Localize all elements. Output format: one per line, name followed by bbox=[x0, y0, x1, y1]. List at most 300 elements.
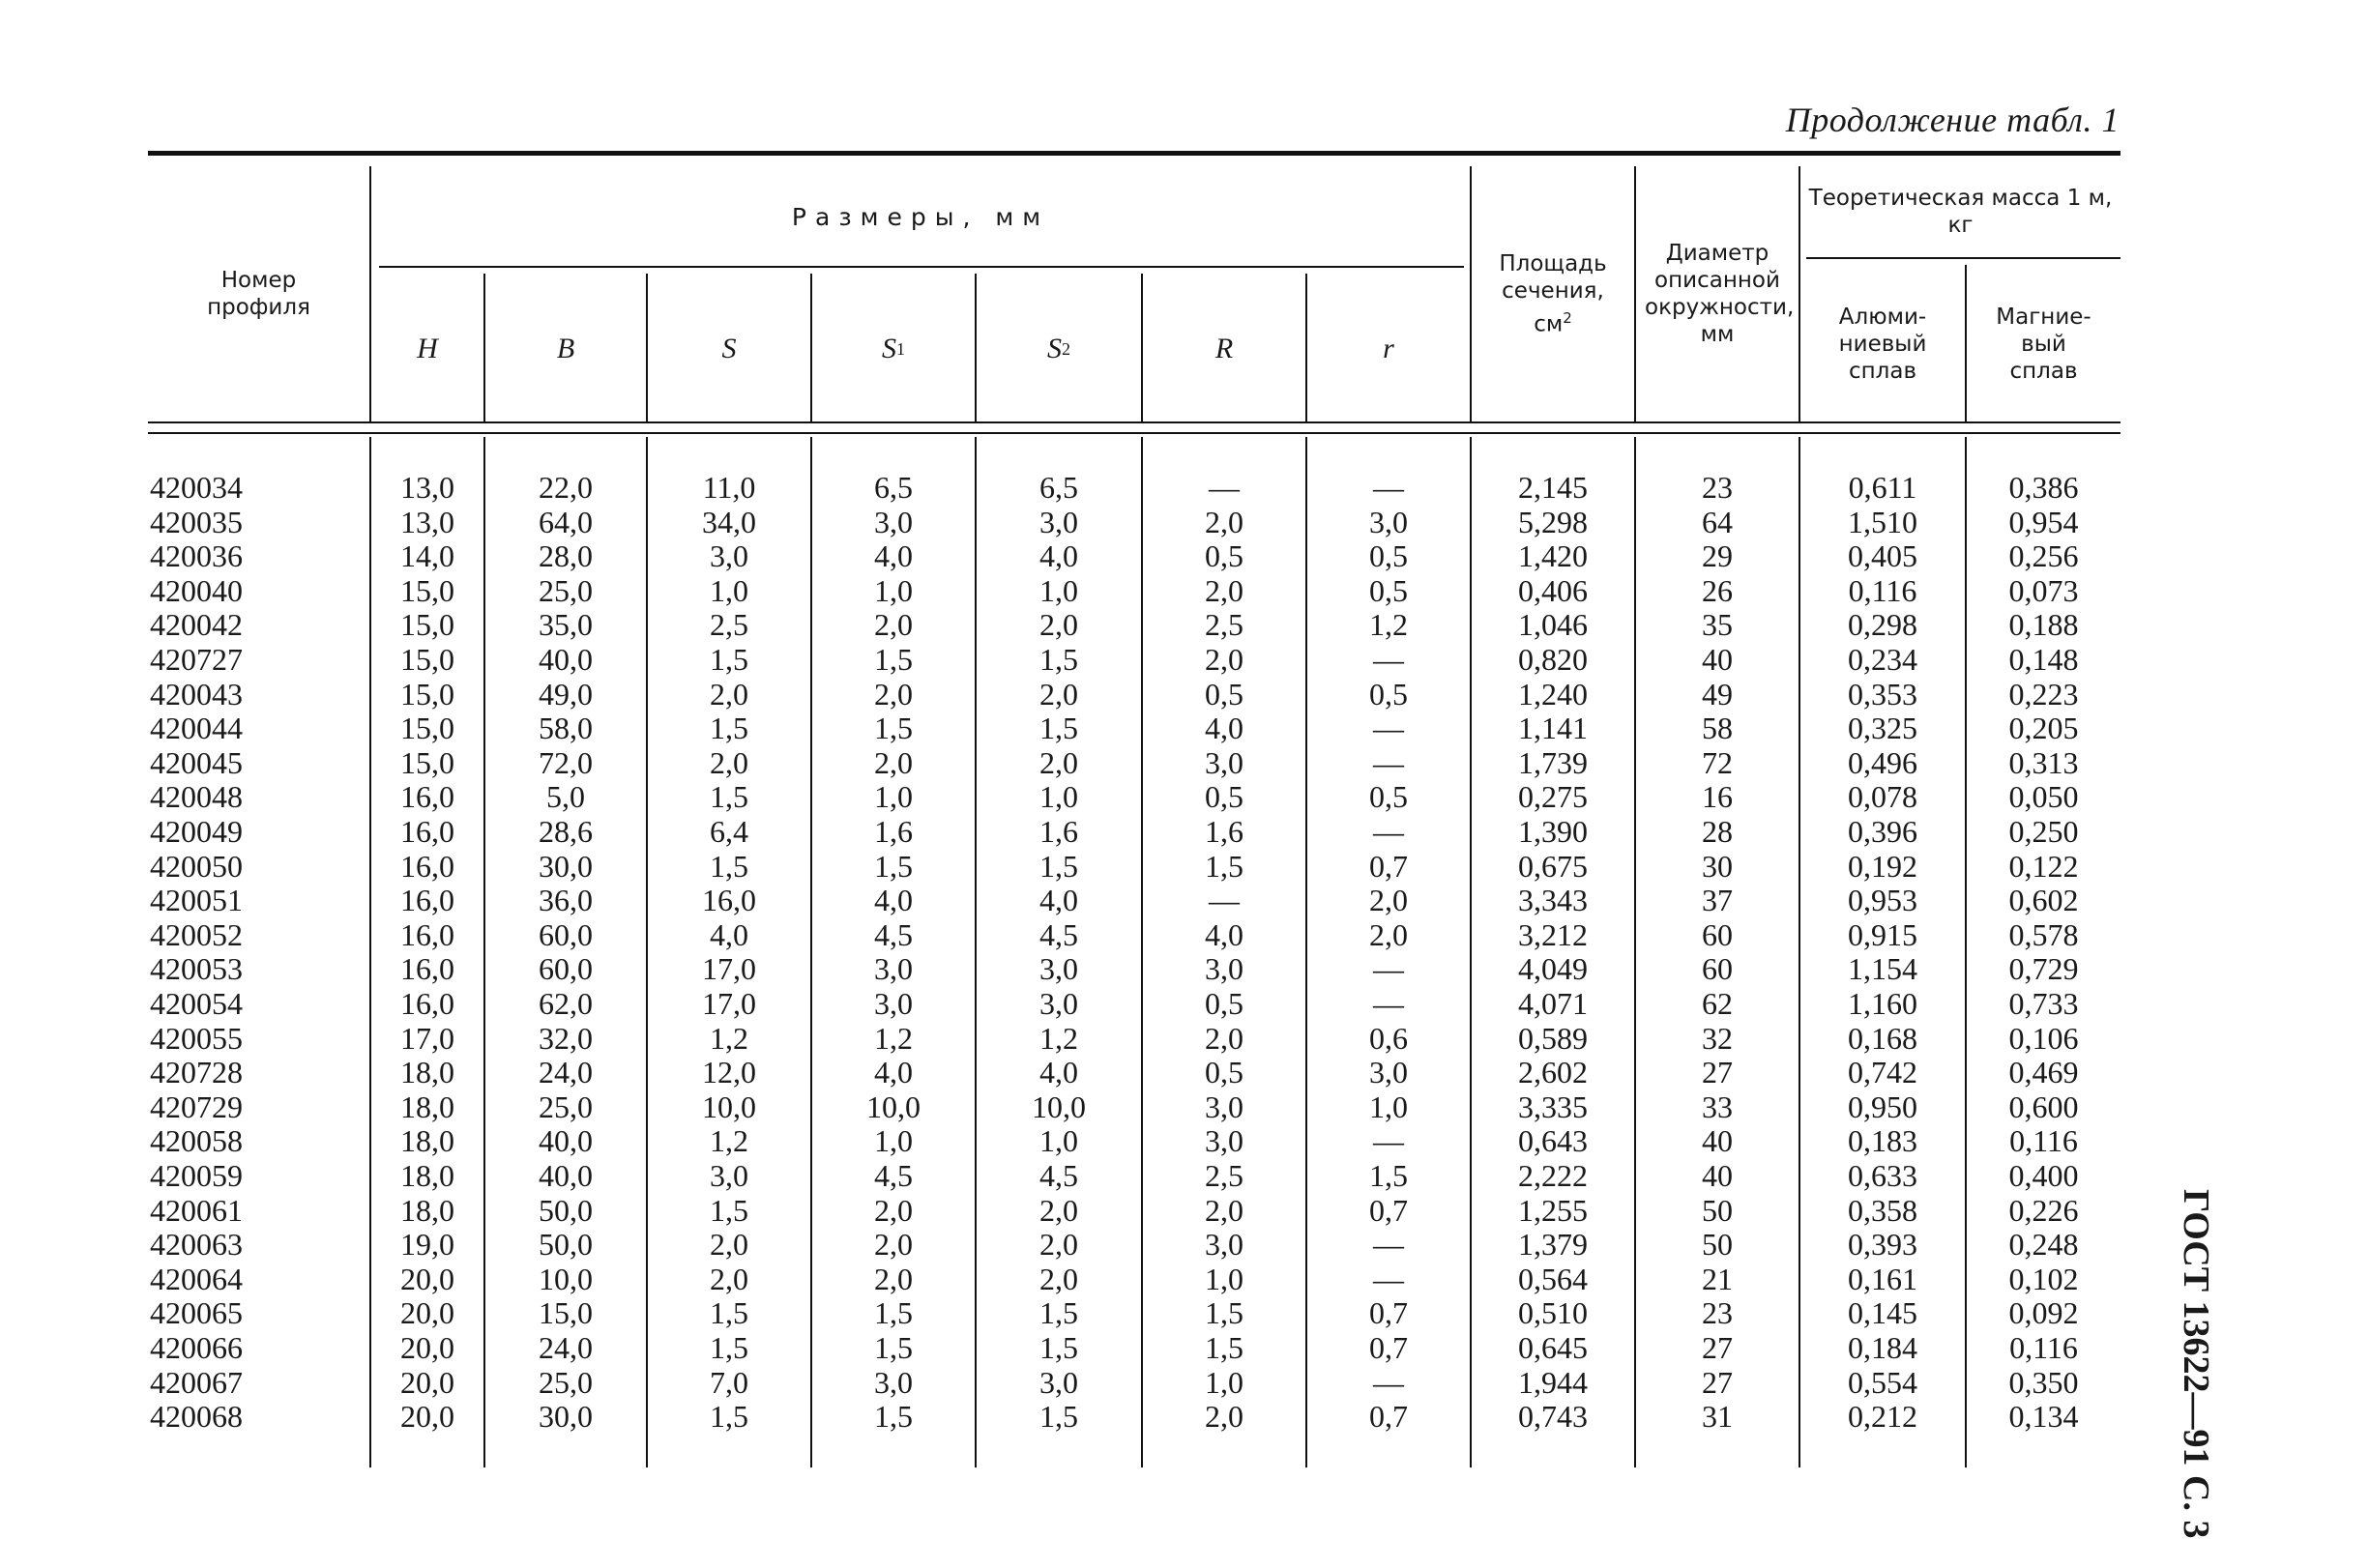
cell-area: 1,379 bbox=[1518, 1227, 1588, 1263]
cell-mass-magnesium: 0,729 bbox=[2008, 951, 2079, 987]
cell-profile-number: 420035 bbox=[150, 504, 243, 539]
header-bottom-rule bbox=[148, 421, 2120, 423]
cell-mass-aluminium: 1,154 bbox=[1848, 951, 1917, 987]
cell-s2: 1,0 bbox=[1039, 1123, 1078, 1159]
cell-r-upper: 2,0 bbox=[1205, 1192, 1243, 1228]
cell-diameter: 40 bbox=[1702, 1158, 1733, 1193]
cell-area: 2,145 bbox=[1518, 470, 1588, 505]
cell-b: 40,0 bbox=[539, 642, 593, 677]
cell-s2: 1,5 bbox=[1039, 642, 1078, 677]
cell-b: 32,0 bbox=[539, 1020, 593, 1056]
cell-mass-aluminium: 0,168 bbox=[1848, 1020, 1917, 1056]
cell-b: 60,0 bbox=[539, 951, 593, 987]
cell-r-lower: — bbox=[1373, 1227, 1404, 1263]
cell-b: 30,0 bbox=[539, 848, 593, 884]
cell-mass-aluminium: 0,496 bbox=[1848, 744, 1917, 780]
cell-r-upper: 1,0 bbox=[1205, 1364, 1243, 1400]
cell-s1: 1,2 bbox=[874, 1020, 913, 1056]
cell-mass-aluminium: 0,742 bbox=[1848, 1055, 1917, 1090]
cell-mass-magnesium: 0,256 bbox=[2008, 538, 2079, 574]
cell-s: 11,0 bbox=[702, 470, 756, 505]
cell-s2: 2,0 bbox=[1039, 676, 1078, 711]
cell-s1: 1,5 bbox=[874, 1295, 913, 1331]
table-row bbox=[0, 1263, 2369, 1296]
cell-b: 15,0 bbox=[539, 1295, 593, 1331]
cell-s: 1,5 bbox=[710, 1399, 748, 1435]
cell-s: 10,0 bbox=[702, 1089, 756, 1124]
cell-mass-magnesium: 0,248 bbox=[2008, 1227, 2079, 1263]
table-row bbox=[0, 1228, 2369, 1262]
cell-diameter: 58 bbox=[1702, 711, 1733, 746]
cell-h: 20,0 bbox=[400, 1295, 454, 1331]
cell-s2: 4,5 bbox=[1039, 1158, 1078, 1193]
cell-b: 28,0 bbox=[539, 538, 593, 574]
cell-b: 25,0 bbox=[539, 1089, 593, 1124]
cell-profile-number: 420067 bbox=[150, 1364, 243, 1400]
table-row bbox=[0, 746, 2369, 780]
cell-h: 16,0 bbox=[400, 814, 454, 849]
cell-r-lower: 2,0 bbox=[1369, 916, 1408, 952]
cell-area: 0,275 bbox=[1518, 779, 1588, 815]
cell-mass-aluminium: 1,160 bbox=[1848, 986, 1917, 1021]
cell-mass-aluminium: 0,353 bbox=[1848, 676, 1917, 711]
cell-s: 3,0 bbox=[710, 1158, 748, 1193]
cell-mass-magnesium: 0,134 bbox=[2008, 1399, 2079, 1435]
cell-r-upper: 1,5 bbox=[1205, 1295, 1243, 1331]
cell-r-upper: 0,5 bbox=[1205, 1055, 1243, 1090]
cell-profile-number: 420064 bbox=[150, 1261, 243, 1296]
cell-r-upper: 0,5 bbox=[1205, 986, 1243, 1021]
cell-diameter: 16 bbox=[1702, 779, 1733, 815]
cell-s2: 4,0 bbox=[1039, 1055, 1078, 1090]
cell-r-upper: 4,0 bbox=[1205, 916, 1243, 952]
cell-area: 0,820 bbox=[1518, 642, 1588, 677]
header-profile-number: Номер профиля bbox=[207, 268, 310, 320]
cell-r-lower: 1,5 bbox=[1369, 1158, 1408, 1193]
cell-mass-aluminium: 0,212 bbox=[1848, 1399, 1917, 1435]
cell-h: 16,0 bbox=[400, 883, 454, 918]
cell-profile-number: 420061 bbox=[150, 1192, 243, 1228]
cell-s1: 1,5 bbox=[874, 1330, 913, 1365]
cell-area: 4,071 bbox=[1518, 986, 1588, 1021]
cell-diameter: 27 bbox=[1702, 1330, 1733, 1365]
cell-r-lower: 0,5 bbox=[1369, 572, 1408, 608]
cell-s1: 2,0 bbox=[874, 1227, 913, 1263]
cell-profile-number: 420054 bbox=[150, 986, 243, 1021]
cell-b: 58,0 bbox=[539, 711, 593, 746]
cell-mass-magnesium: 0,602 bbox=[2008, 883, 2079, 918]
cell-area: 0,743 bbox=[1518, 1399, 1588, 1435]
cell-area: 4,049 bbox=[1518, 951, 1588, 987]
cell-s1: 3,0 bbox=[874, 986, 913, 1021]
cell-diameter: 49 bbox=[1702, 676, 1733, 711]
cell-s1: 4,0 bbox=[874, 883, 913, 918]
cell-mass-aluminium: 0,192 bbox=[1848, 848, 1917, 884]
cell-r-lower: — bbox=[1373, 744, 1404, 780]
cell-r-upper: 2,5 bbox=[1205, 607, 1243, 643]
cell-h: 20,0 bbox=[400, 1330, 454, 1365]
cell-s: 7,0 bbox=[710, 1364, 748, 1400]
cell-mass-aluminium: 0,325 bbox=[1848, 711, 1917, 746]
cell-h: 15,0 bbox=[400, 676, 454, 711]
cell-profile-number: 420034 bbox=[150, 470, 243, 505]
cell-area: 2,602 bbox=[1518, 1055, 1588, 1090]
cell-r-upper: 4,0 bbox=[1205, 711, 1243, 746]
table-row bbox=[0, 884, 2369, 917]
cell-diameter: 35 bbox=[1702, 607, 1733, 643]
cell-s: 4,0 bbox=[710, 916, 748, 952]
cell-s1: 1,5 bbox=[874, 1399, 913, 1435]
cell-diameter: 31 bbox=[1702, 1399, 1733, 1435]
cell-area: 1,046 bbox=[1518, 607, 1588, 643]
cell-b: 60,0 bbox=[539, 916, 593, 952]
cell-h: 16,0 bbox=[400, 848, 454, 884]
cell-b: 64,0 bbox=[539, 504, 593, 539]
cell-r-lower: 0,7 bbox=[1369, 848, 1408, 884]
cell-area: 2,222 bbox=[1518, 1158, 1588, 1193]
header-diameter: Диаметр описанной окружности, мм bbox=[1645, 241, 1795, 347]
cell-r-upper: 0,5 bbox=[1205, 779, 1243, 815]
cell-s1: 1,5 bbox=[874, 642, 913, 677]
cell-s2: 10,0 bbox=[1032, 1089, 1086, 1124]
cell-s: 1,2 bbox=[710, 1123, 748, 1159]
cell-r-upper: 0,5 bbox=[1205, 676, 1243, 711]
cell-b: 50,0 bbox=[539, 1227, 593, 1263]
cell-mass-magnesium: 0,223 bbox=[2008, 676, 2079, 711]
table-row bbox=[0, 574, 2369, 608]
cell-h: 18,0 bbox=[400, 1123, 454, 1159]
cell-diameter: 72 bbox=[1702, 744, 1733, 780]
header-s2: S 2 bbox=[1047, 332, 1070, 364]
cell-area: 1,390 bbox=[1518, 814, 1588, 849]
cell-b: 50,0 bbox=[539, 1192, 593, 1228]
cell-r-lower: — bbox=[1373, 986, 1404, 1021]
cell-diameter: 26 bbox=[1702, 572, 1733, 608]
cell-r-upper: 1,6 bbox=[1205, 814, 1243, 849]
cell-diameter: 28 bbox=[1702, 814, 1733, 849]
cell-s2: 2,0 bbox=[1039, 607, 1078, 643]
header-s: S bbox=[721, 332, 737, 364]
cell-mass-magnesium: 0,073 bbox=[2008, 572, 2079, 608]
table-row bbox=[0, 643, 2369, 677]
cell-profile-number: 420728 bbox=[150, 1055, 243, 1090]
cell-h: 15,0 bbox=[400, 744, 454, 780]
cell-r-upper: — bbox=[1209, 470, 1240, 505]
cell-h: 15,0 bbox=[400, 607, 454, 643]
cell-mass-aluminium: 0,915 bbox=[1848, 916, 1917, 952]
cell-h: 16,0 bbox=[400, 779, 454, 815]
table-row bbox=[0, 1159, 2369, 1193]
cell-s1: 1,5 bbox=[874, 848, 913, 884]
cell-h: 16,0 bbox=[400, 951, 454, 987]
table-continuation-caption: Продолжение табл. 1 bbox=[1785, 101, 2120, 139]
table-row bbox=[0, 678, 2369, 711]
table-row bbox=[0, 471, 2369, 505]
cell-profile-number: 420068 bbox=[150, 1399, 243, 1435]
cell-h: 15,0 bbox=[400, 572, 454, 608]
cell-h: 20,0 bbox=[400, 1364, 454, 1400]
cell-mass-magnesium: 0,205 bbox=[2008, 711, 2079, 746]
cell-profile-number: 420044 bbox=[150, 711, 243, 746]
table-row bbox=[0, 1400, 2369, 1434]
cell-mass-aluminium: 0,078 bbox=[1848, 779, 1917, 815]
cell-s2: 1,5 bbox=[1039, 1295, 1078, 1331]
cell-area: 3,335 bbox=[1518, 1089, 1588, 1124]
header-bottom-rule-double bbox=[148, 432, 2120, 434]
cell-r-lower: — bbox=[1373, 1261, 1404, 1296]
cell-s1: 1,0 bbox=[874, 779, 913, 815]
cell-area: 1,420 bbox=[1518, 538, 1588, 574]
cell-s: 17,0 bbox=[702, 951, 756, 987]
cell-mass-magnesium: 0,050 bbox=[2008, 779, 2079, 815]
cell-s1: 3,0 bbox=[874, 951, 913, 987]
cell-r-upper: 3,0 bbox=[1205, 1089, 1243, 1124]
cell-h: 16,0 bbox=[400, 986, 454, 1021]
cell-mass-aluminium: 0,950 bbox=[1848, 1089, 1917, 1124]
cell-b: 72,0 bbox=[539, 744, 593, 780]
cell-diameter: 29 bbox=[1702, 538, 1733, 574]
cell-r-upper: 2,0 bbox=[1205, 1399, 1243, 1435]
cell-s: 1,5 bbox=[710, 848, 748, 884]
cell-r-lower: 0,7 bbox=[1369, 1399, 1408, 1435]
cell-profile-number: 420051 bbox=[150, 883, 243, 918]
cell-profile-number: 420065 bbox=[150, 1295, 243, 1331]
cell-b: 40,0 bbox=[539, 1158, 593, 1193]
cell-r-upper: 1,5 bbox=[1205, 1330, 1243, 1365]
cell-mass-aluminium: 0,554 bbox=[1848, 1364, 1917, 1400]
cell-s2: 3,0 bbox=[1039, 504, 1078, 539]
cell-r-lower: — bbox=[1373, 711, 1404, 746]
cell-s1: 1,6 bbox=[874, 814, 913, 849]
cell-r-lower: 0,5 bbox=[1369, 676, 1408, 711]
header-aluminium: Алюми-ниевый сплав bbox=[1838, 305, 1927, 384]
cell-b: 5,0 bbox=[546, 779, 585, 815]
cell-mass-magnesium: 0,122 bbox=[2008, 848, 2079, 884]
table-row bbox=[0, 1331, 2369, 1365]
cell-s2: 3,0 bbox=[1039, 1364, 1078, 1400]
cell-s1: 2,0 bbox=[874, 1192, 913, 1228]
cell-r-lower: 2,0 bbox=[1369, 883, 1408, 918]
cell-r-lower: 3,0 bbox=[1369, 504, 1408, 539]
cell-s2: 2,0 bbox=[1039, 1227, 1078, 1263]
cell-mass-aluminium: 0,183 bbox=[1848, 1123, 1917, 1159]
cell-diameter: 21 bbox=[1702, 1261, 1733, 1296]
cell-r-upper: 2,0 bbox=[1205, 1020, 1243, 1056]
cell-mass-aluminium: 0,953 bbox=[1848, 883, 1917, 918]
cell-mass-aluminium: 0,405 bbox=[1848, 538, 1917, 574]
cell-profile-number: 420066 bbox=[150, 1330, 243, 1365]
cell-s: 2,0 bbox=[710, 1261, 748, 1296]
cell-mass-magnesium: 0,350 bbox=[2008, 1364, 2079, 1400]
table-row bbox=[0, 1296, 2369, 1330]
table-row bbox=[0, 1090, 2369, 1124]
cell-h: 18,0 bbox=[400, 1055, 454, 1090]
cell-r-upper: 3,0 bbox=[1205, 744, 1243, 780]
cell-h: 18,0 bbox=[400, 1158, 454, 1193]
cell-b: 40,0 bbox=[539, 1123, 593, 1159]
cell-profile-number: 420059 bbox=[150, 1158, 243, 1193]
cell-b: 24,0 bbox=[539, 1330, 593, 1365]
cell-s: 2,0 bbox=[710, 676, 748, 711]
cell-s1: 3,0 bbox=[874, 504, 913, 539]
cell-r-upper: 1,5 bbox=[1205, 848, 1243, 884]
table-row bbox=[0, 987, 2369, 1021]
table-row bbox=[0, 850, 2369, 884]
table-row bbox=[0, 1366, 2369, 1400]
cell-area: 1,944 bbox=[1518, 1364, 1588, 1400]
cell-h: 15,0 bbox=[400, 642, 454, 677]
cell-b: 49,0 bbox=[539, 676, 593, 711]
cell-s1: 2,0 bbox=[874, 1261, 913, 1296]
cell-h: 16,0 bbox=[400, 916, 454, 952]
cell-r-upper: — bbox=[1209, 883, 1240, 918]
cell-r-lower: — bbox=[1373, 1123, 1404, 1159]
cell-mass-magnesium: 0,106 bbox=[2008, 1020, 2079, 1056]
cell-s2: 1,5 bbox=[1039, 1330, 1078, 1365]
cell-s1: 4,0 bbox=[874, 538, 913, 574]
header-dimensions-group: Размеры, мм bbox=[791, 203, 1050, 231]
cell-profile-number: 420053 bbox=[150, 951, 243, 987]
cell-r-lower: 0,6 bbox=[1369, 1020, 1408, 1056]
cell-area: 1,739 bbox=[1518, 744, 1588, 780]
cell-r-lower: 1,2 bbox=[1369, 607, 1408, 643]
cell-mass-magnesium: 0,733 bbox=[2008, 986, 2079, 1021]
table-row bbox=[0, 1022, 2369, 1056]
cell-s: 1,2 bbox=[710, 1020, 748, 1056]
cell-area: 0,645 bbox=[1518, 1330, 1588, 1365]
cell-diameter: 40 bbox=[1702, 1123, 1733, 1159]
table-top-rule bbox=[148, 151, 2120, 156]
table-row bbox=[0, 952, 2369, 986]
header-b: B bbox=[556, 332, 575, 364]
cell-diameter: 50 bbox=[1702, 1192, 1733, 1228]
cell-profile-number: 420055 bbox=[150, 1020, 243, 1056]
cell-mass-aluminium: 0,393 bbox=[1848, 1227, 1917, 1263]
cell-profile-number: 420036 bbox=[150, 538, 243, 574]
table-row bbox=[0, 506, 2369, 539]
cell-profile-number: 420063 bbox=[150, 1227, 243, 1263]
cell-b: 25,0 bbox=[539, 1364, 593, 1400]
cell-b: 36,0 bbox=[539, 883, 593, 918]
table-row bbox=[0, 608, 2369, 642]
cell-s: 1,5 bbox=[710, 1192, 748, 1228]
cell-r-lower: — bbox=[1373, 470, 1404, 505]
cell-area: 0,675 bbox=[1518, 848, 1588, 884]
header-r-lower: r bbox=[1383, 332, 1394, 364]
cell-s: 17,0 bbox=[702, 986, 756, 1021]
cell-r-lower: 0,5 bbox=[1369, 779, 1408, 815]
cell-s: 16,0 bbox=[702, 883, 756, 918]
cell-area: 1,141 bbox=[1518, 711, 1588, 746]
cell-b: 22,0 bbox=[539, 470, 593, 505]
cell-profile-number: 420049 bbox=[150, 814, 243, 849]
cell-r-lower: 0,7 bbox=[1369, 1295, 1408, 1331]
cell-s2: 1,0 bbox=[1039, 572, 1078, 608]
cell-profile-number: 420042 bbox=[150, 607, 243, 643]
cell-diameter: 50 bbox=[1702, 1227, 1733, 1263]
cell-r-lower: 1,0 bbox=[1369, 1089, 1408, 1124]
cell-s1: 4,5 bbox=[874, 1158, 913, 1193]
cell-r-upper: 3,0 bbox=[1205, 1227, 1243, 1263]
cell-diameter: 32 bbox=[1702, 1020, 1733, 1056]
cell-r-upper: 0,5 bbox=[1205, 538, 1243, 574]
table-row bbox=[0, 1056, 2369, 1089]
cell-mass-magnesium: 0,469 bbox=[2008, 1055, 2079, 1090]
cell-h: 20,0 bbox=[400, 1261, 454, 1296]
cell-h: 14,0 bbox=[400, 538, 454, 574]
cell-h: 13,0 bbox=[400, 470, 454, 505]
cell-s1: 1,0 bbox=[874, 1123, 913, 1159]
cell-diameter: 64 bbox=[1702, 504, 1733, 539]
cell-h: 20,0 bbox=[400, 1399, 454, 1435]
cell-h: 18,0 bbox=[400, 1089, 454, 1124]
cell-s2: 3,0 bbox=[1039, 951, 1078, 987]
cell-s: 2,0 bbox=[710, 1227, 748, 1263]
table-row bbox=[0, 918, 2369, 952]
cell-s2: 6,5 bbox=[1039, 470, 1078, 505]
cell-r-lower: 0,7 bbox=[1369, 1192, 1408, 1228]
cell-s1: 1,5 bbox=[874, 711, 913, 746]
cell-h: 17,0 bbox=[400, 1020, 454, 1056]
table-row bbox=[0, 539, 2369, 573]
cell-s1: 4,5 bbox=[874, 916, 913, 952]
cell-r-upper: 1,0 bbox=[1205, 1261, 1243, 1296]
cell-area: 0,589 bbox=[1518, 1020, 1588, 1056]
cell-s: 1,0 bbox=[710, 572, 748, 608]
cell-s: 1,5 bbox=[710, 642, 748, 677]
header-r-upper: R bbox=[1214, 332, 1234, 364]
cell-mass-magnesium: 0,092 bbox=[2008, 1295, 2079, 1331]
cell-r-lower: — bbox=[1373, 642, 1404, 677]
cell-mass-magnesium: 0,226 bbox=[2008, 1192, 2079, 1228]
cell-s1: 2,0 bbox=[874, 607, 913, 643]
mass-group-rule bbox=[1806, 257, 2120, 259]
cell-diameter: 60 bbox=[1702, 951, 1733, 987]
cell-mass-aluminium: 0,184 bbox=[1848, 1330, 1917, 1365]
cell-profile-number: 420052 bbox=[150, 916, 243, 952]
cell-s1: 1,0 bbox=[874, 572, 913, 608]
header-area: Площадь сечения, $см^2$ bbox=[1499, 250, 1607, 337]
cell-mass-magnesium: 0,400 bbox=[2008, 1158, 2079, 1193]
cell-profile-number: 420058 bbox=[150, 1123, 243, 1159]
cell-mass-magnesium: 0,102 bbox=[2008, 1261, 2079, 1296]
cell-diameter: 33 bbox=[1702, 1089, 1733, 1124]
cell-r-lower: — bbox=[1373, 814, 1404, 849]
cell-mass-aluminium: 0,161 bbox=[1848, 1261, 1917, 1296]
table-row bbox=[0, 815, 2369, 849]
cell-mass-magnesium: 0,600 bbox=[2008, 1089, 2079, 1124]
cell-r-upper: 2,0 bbox=[1205, 642, 1243, 677]
cell-mass-magnesium: 0,116 bbox=[2009, 1123, 2078, 1159]
cell-mass-aluminium: 0,358 bbox=[1848, 1192, 1917, 1228]
cell-mass-aluminium: 0,116 bbox=[1848, 572, 1917, 608]
cell-s2: 1,2 bbox=[1039, 1020, 1078, 1056]
cell-area: 0,643 bbox=[1518, 1123, 1588, 1159]
cell-mass-aluminium: 0,633 bbox=[1848, 1158, 1917, 1193]
dimensions-group-rule bbox=[379, 266, 1464, 268]
cell-diameter: 40 bbox=[1702, 642, 1733, 677]
cell-profile-number: 420727 bbox=[150, 642, 243, 677]
table-row bbox=[0, 1194, 2369, 1228]
cell-h: 15,0 bbox=[400, 711, 454, 746]
cell-diameter: 62 bbox=[1702, 986, 1733, 1021]
cell-s2: 2,0 bbox=[1039, 1192, 1078, 1228]
cell-profile-number: 420043 bbox=[150, 676, 243, 711]
cell-profile-number: 420048 bbox=[150, 779, 243, 815]
cell-s2: 4,0 bbox=[1039, 883, 1078, 918]
cell-s: 12,0 bbox=[702, 1055, 756, 1090]
cell-r-lower: — bbox=[1373, 951, 1404, 987]
